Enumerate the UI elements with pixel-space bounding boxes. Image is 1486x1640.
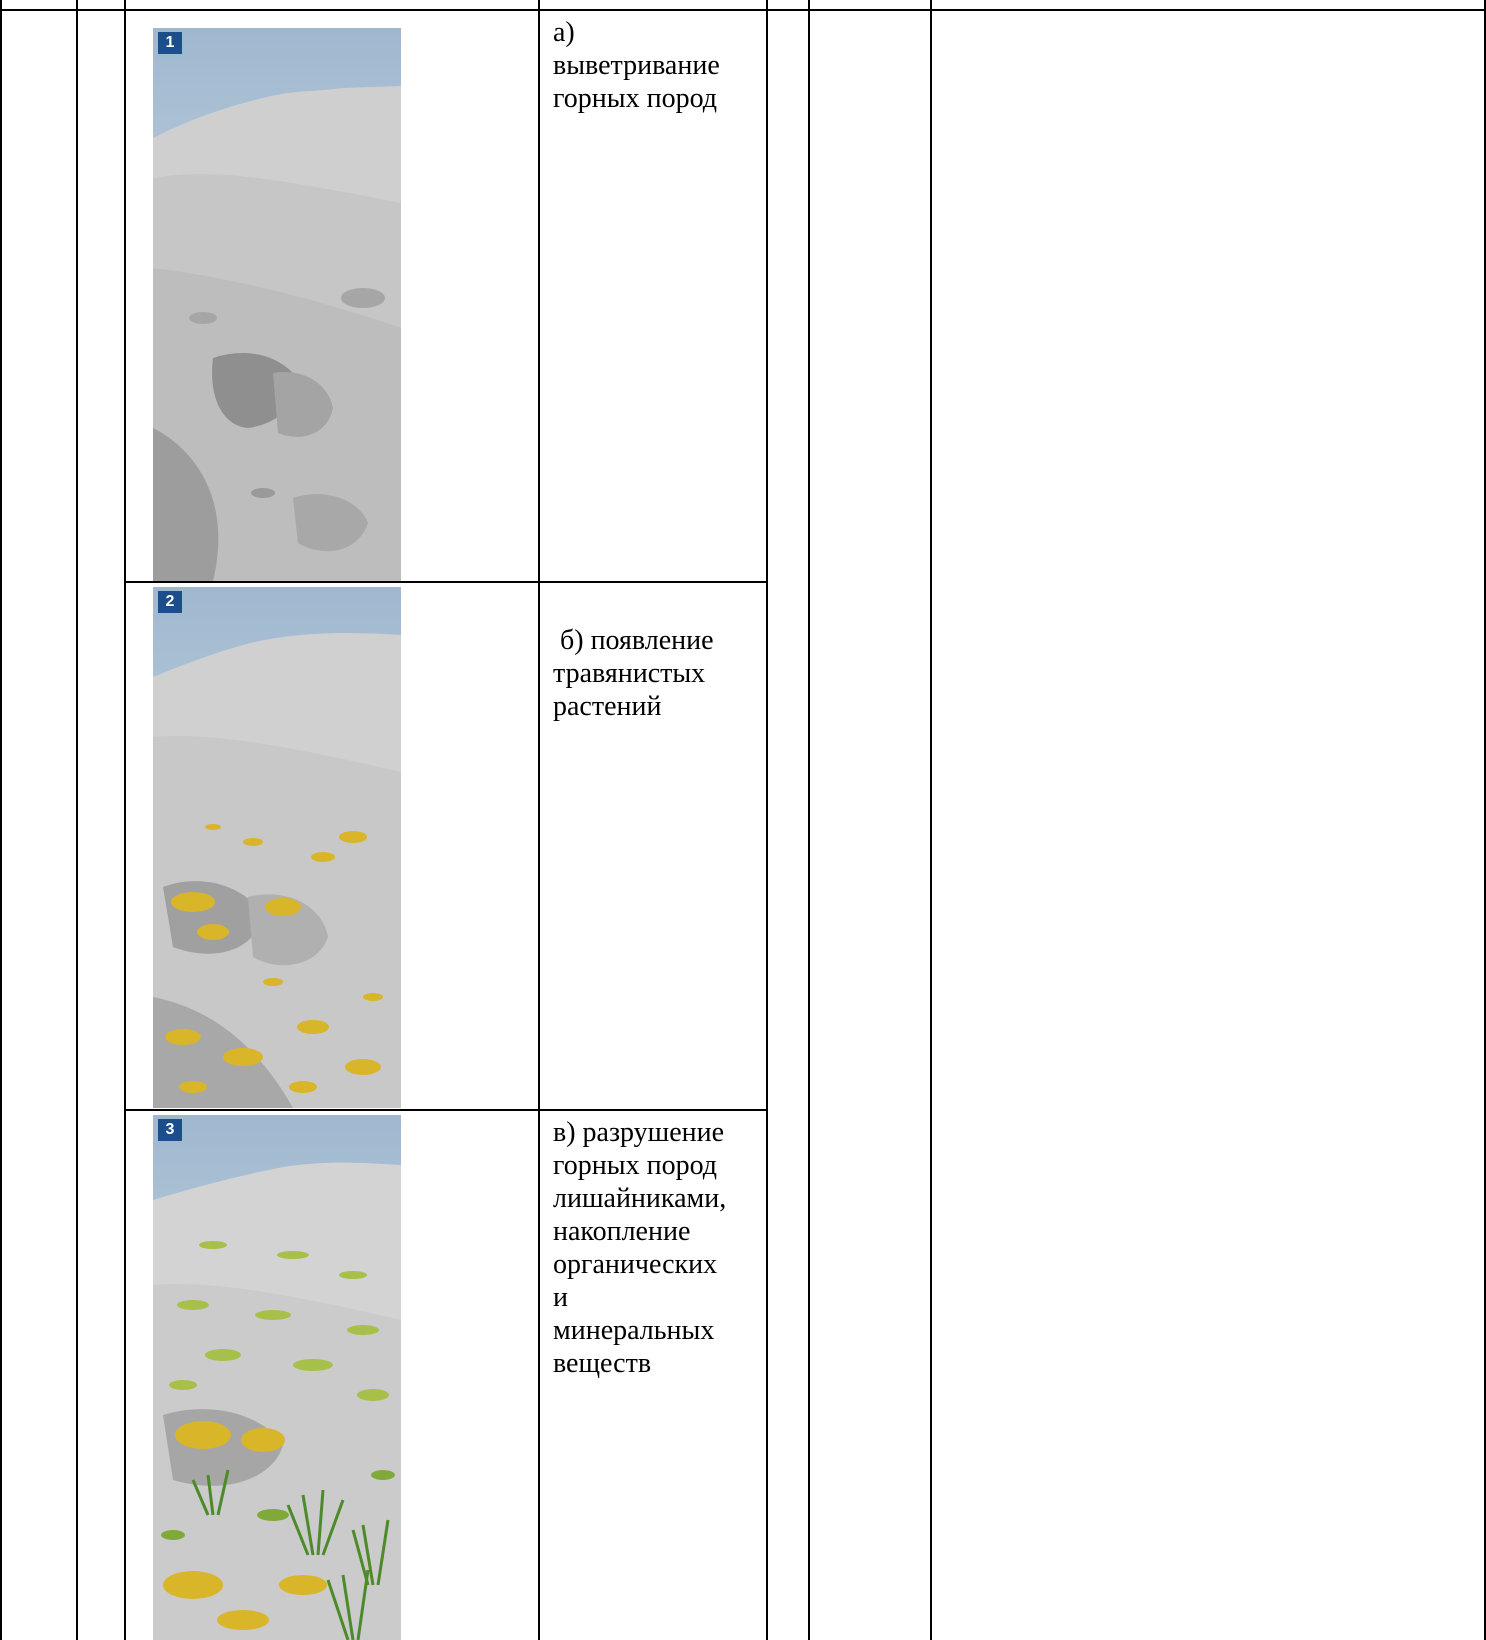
table-left-border [0,0,2,1640]
column-divider-4 [766,0,768,1640]
column-divider-6 [930,0,932,1640]
table-top-border [0,9,1486,11]
column-divider-5 [808,0,810,1640]
plate-1-number: 1 [165,34,175,51]
plate-3-badge [158,1119,182,1141]
plate-2-number: 2 [165,593,175,610]
column-divider-2 [124,0,126,1640]
caption-row-2: б) появление травянистых растений [553,625,714,722]
plate-3-number: 3 [165,1121,175,1138]
column-divider-1 [76,0,78,1640]
caption-row-1: а) выветривание горных пород [553,17,720,114]
column-divider-3 [538,0,540,1640]
plate-2-badge [158,591,182,613]
plate-1-image [153,28,401,581]
plate-2-image [153,587,401,1108]
caption-row-3: в) разрушение горных пород лишайниками, накопление органических и минеральных веществ [553,1117,727,1379]
plate-1-badge [158,32,182,54]
row-separator-1 [124,581,768,583]
row-separator-2 [124,1109,768,1111]
plate-3-image [153,1115,401,1640]
